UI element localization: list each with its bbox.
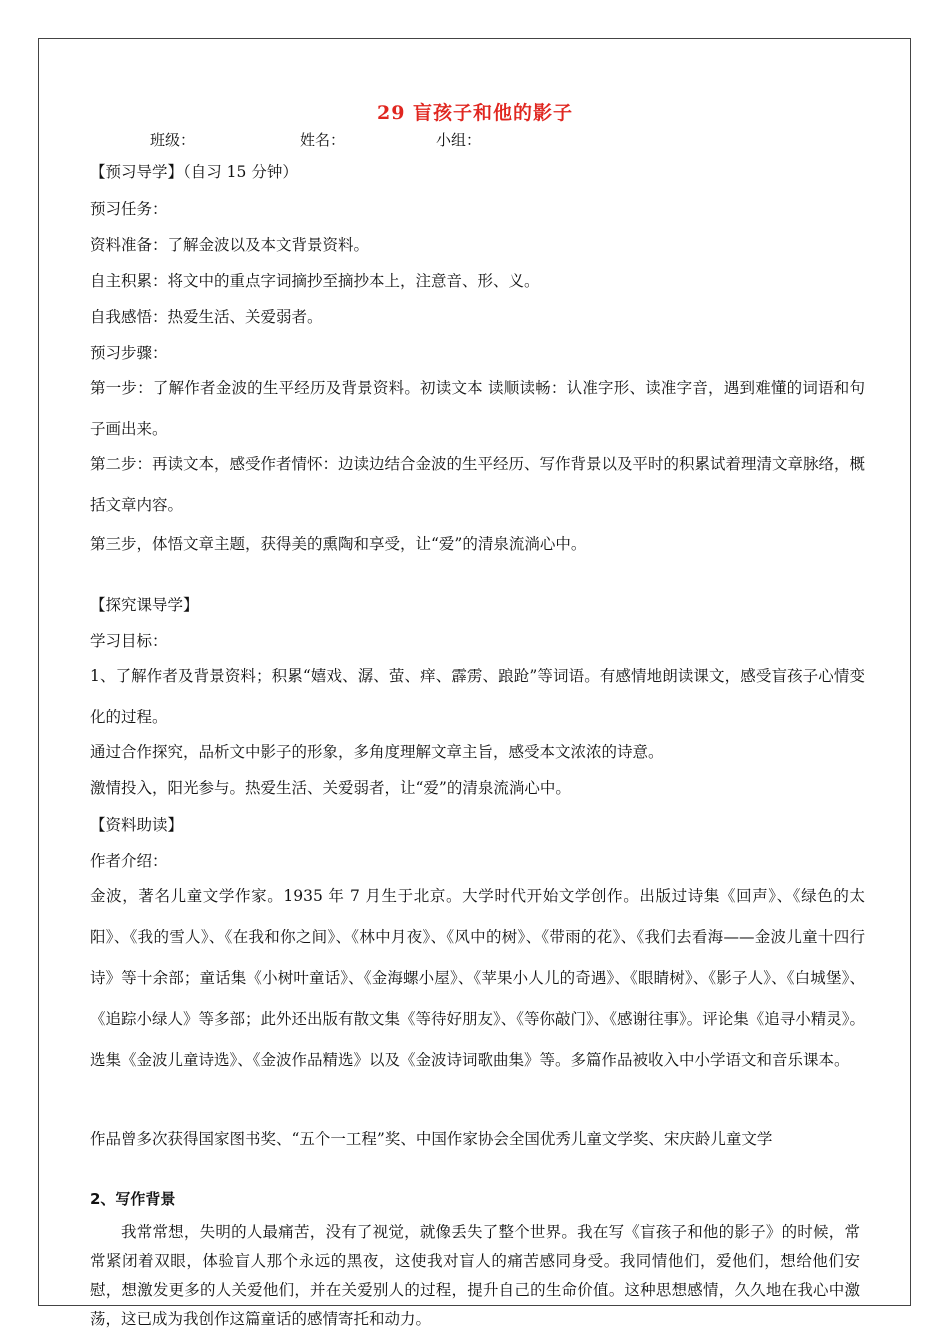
page-border-bottom-left (38, 1305, 88, 1306)
explore-heading: 【探究课导学】 (90, 596, 199, 614)
steps-label: 预习步骤： (90, 344, 168, 362)
preview-heading: 【预习导学】（自习 15 分钟） (90, 163, 298, 181)
lesson-title: 29 盲孩子和他的影子 (376, 102, 574, 124)
class-label: 班级： (150, 131, 196, 149)
background-paragraph: 我常常想，失明的人最痛苦，没有了视觉，就像丢失了整个世界。我在写《盲孩子和他的影子》的时候，常常紧闭着双眼，体验盲人那个永远的黑夜，这使我对盲人的痛苦感同身受。我同情他们，爱他们，想给他们安慰，想激发更多的人关爱他们，并在关爱别人的过程，提升自己的生命价值。这种思想感情，久久地在我心中激荡，这已成为我创作这篇童话的感情寄托和动力。 (90, 1223, 860, 1328)
preview-task-label: 预习任务： (90, 200, 168, 218)
page-border-bottom-right (852, 1305, 911, 1306)
goals-label: 学习目标： (90, 632, 168, 650)
goal-2-text: 通过合作探究，品析文中影子的形象，多角度理解文章主旨，感受本文浓浓的诗意。 (90, 743, 664, 761)
name-label: 姓名： (300, 131, 346, 149)
step-3-text: 第三步，体悟文章主题，获得美的熏陶和享受，让“爱”的清泉流淌心中。 (90, 535, 587, 553)
reading-heading: 【资料助读】 (90, 816, 184, 834)
author-bio: 金波，著名儿童文学作家。1935 年 7 月生于北京。大学时代开始文学创作。出版过诗集《回声》、《绿色的太阳》、《我的雪人》、《在我和你之间》、《林中月夜》、《风中的树》、《带雨的花》、《我们去看海——金波儿童十四行诗》等十余部；童话集《小树叶童话》、《金海螺小屋》、《苹果小人儿的奇遇》、《眼睛树》、《影子人》、《白城堡》、《追踪小绿人》等多部；此外还出版有散文集《等待好朋友》、《等你敲门》、《感谢往事》。评论集《追寻小精灵》。选集《金波儿童诗选》、《金波作品精选》以及《金波诗词歌曲集》等。多篇作品被收入中小学语文和音乐课本。 (90, 887, 866, 1069)
materials-text: 资料准备：了解金波以及本文背景资料。 (90, 236, 370, 254)
insight-text: 自我感悟：热爱生活、关爱弱者。 (90, 308, 323, 326)
step-2-text: 第二步：再读文本，感受作者情怀：边读边结合金波的生平经历、写作背景以及平时的积累试着理清文章脉络，概括文章内容。 (90, 455, 866, 514)
goal-3-text: 激情投入，阳光参与。热爱生活、关爱弱者，让“爱”的清泉流淌心中。 (90, 779, 571, 797)
author-label: 作者介绍： (90, 852, 168, 870)
step-1-text: 第一步：了解作者金波的生平经历及背景资料。初读文本 读顺读畅：认准字形、读准字音，遇到难懂的词语和句子画出来。 (90, 379, 865, 438)
awards-text: 作品曾多次获得国家图书奖、“五个一工程”奖、中国作家协会全国优秀儿童文学奖、宋庆龄儿童文学 (90, 1130, 773, 1148)
accumulation-text: 自主积累：将文中的重点字词摘抄至摘抄本上，注意音、形、义。 (90, 272, 540, 290)
group-label: 小组： (436, 131, 482, 149)
goal-1-text: 1、了解作者及背景资料；积累“嬉戏、潺、萤、痒、霹雳、踉跄”等词语。有感情地朗读课文，感受盲孩子心情变化的过程。 (90, 667, 865, 726)
background-heading: 2、写作背景 (90, 1190, 176, 1208)
